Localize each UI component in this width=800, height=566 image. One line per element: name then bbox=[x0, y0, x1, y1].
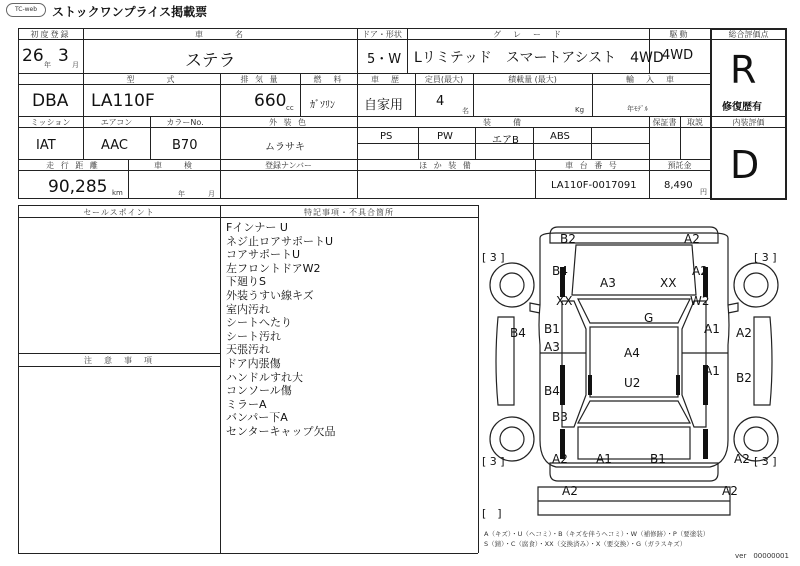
label-color-no: カラーNo. bbox=[166, 118, 204, 127]
price-unit: 円 bbox=[700, 188, 707, 196]
note-item: バンパー下A bbox=[226, 411, 288, 425]
car-outline bbox=[490, 227, 778, 515]
model-year-unit: 年ﾓﾃﾞﾙ bbox=[627, 105, 648, 113]
page-title: ストックワンプライス掲載票 bbox=[52, 5, 208, 19]
equipment-1: PS bbox=[380, 131, 393, 142]
damage-mark: A3 bbox=[544, 340, 560, 354]
interior-rating-value: D bbox=[730, 143, 760, 187]
note-item: 室内汚れ bbox=[226, 302, 270, 316]
model-value: LA110F bbox=[91, 91, 155, 111]
fuel-value: ｶﾞｿﾘﾝ bbox=[310, 100, 335, 111]
mileage-unit: km bbox=[112, 189, 123, 197]
door-shape-value: 5・W bbox=[367, 52, 402, 67]
chassis-no-value: LA110F-0017091 bbox=[551, 180, 637, 191]
version-label: ver 00000001 bbox=[735, 552, 789, 560]
displacement-unit: cc bbox=[286, 104, 294, 112]
equipment-4: ABS bbox=[550, 131, 570, 142]
note-item: 天張汚れ bbox=[226, 343, 270, 357]
label-overall-rating: 総合評価点 bbox=[728, 30, 769, 39]
label-model: 型 式 bbox=[126, 75, 177, 84]
equipment-3: エアB bbox=[492, 135, 519, 146]
damage-mark: A2 bbox=[684, 232, 700, 246]
reg-year-value: 26 bbox=[22, 46, 44, 66]
label-warranty: 保証書 bbox=[652, 118, 677, 127]
diagram-bars bbox=[560, 267, 708, 459]
damage-mark: A1 bbox=[596, 452, 612, 466]
legend-line-1: A（キズ）・U（ヘコミ）・B（キズを伴うヘコミ）・W（補修跡）・P（要塗装） bbox=[484, 530, 710, 538]
load-unit: Kg bbox=[575, 106, 585, 114]
label-car-name: 車 名 bbox=[195, 30, 245, 39]
note-item: ドア内張傷 bbox=[226, 356, 281, 370]
model-prefix-value: DBA bbox=[32, 91, 69, 111]
damage-mark: B2 bbox=[736, 371, 752, 385]
label-chassis-no: 車 台 番 号 bbox=[565, 161, 619, 170]
damage-mark: A1 bbox=[704, 322, 720, 336]
note-item: センターキャップ欠品 bbox=[226, 424, 336, 438]
special-notes-list bbox=[226, 221, 336, 439]
capacity-value: 4 bbox=[436, 94, 445, 109]
damage-mark: A2 bbox=[736, 326, 752, 340]
overall-rating-sub: 修復歴有 bbox=[722, 102, 762, 113]
label-equipment: 装 備 bbox=[483, 118, 523, 127]
bracket-label: [ 3 ] bbox=[482, 251, 505, 264]
car-damage-diagram bbox=[478, 205, 788, 525]
damage-marks bbox=[510, 232, 752, 498]
damage-mark: W2 bbox=[690, 294, 710, 308]
reg-month-unit: 月 bbox=[72, 61, 79, 69]
label-usage: 車 歴 bbox=[371, 75, 401, 84]
label-import: 輸 入 車 bbox=[626, 75, 676, 84]
label-drive: 駆動 bbox=[669, 30, 690, 39]
label-fuel: 燃 料 bbox=[313, 75, 344, 84]
damage-mark: B4 bbox=[510, 326, 526, 340]
bracket-label: [ ] bbox=[482, 507, 502, 520]
damage-mark: A2 bbox=[722, 484, 738, 498]
label-caution: 注 意 事 項 bbox=[84, 356, 154, 365]
note-item: Fインナー U bbox=[226, 221, 288, 234]
label-door-shape: ドア・形状 bbox=[362, 30, 402, 39]
damage-mark: B4 bbox=[544, 384, 560, 398]
inspection-month-unit: 月 bbox=[208, 190, 215, 198]
label-sales-point: セールスポイント bbox=[83, 208, 155, 217]
note-item: ミラーA bbox=[226, 397, 267, 411]
bracket-label: [ 3 ] bbox=[482, 455, 505, 468]
note-item: シート汚れ bbox=[226, 329, 281, 343]
mileage-value: 90,285 bbox=[48, 177, 108, 197]
damage-mark: A2 bbox=[734, 452, 750, 466]
mission-value: IAT bbox=[36, 138, 56, 153]
bracket-label: [ 3 ] bbox=[754, 251, 777, 264]
label-price: 預託金 bbox=[667, 161, 692, 170]
note-item: 下廻りS bbox=[226, 275, 266, 289]
car-name-value: ステラ bbox=[185, 51, 236, 71]
label-interior-rating: 内装評価 bbox=[732, 118, 765, 127]
note-item: コンソール傷 bbox=[226, 384, 292, 398]
damage-mark: B1 bbox=[544, 322, 560, 336]
note-item: ハンドルすれ大 bbox=[226, 370, 303, 384]
damage-mark: B4 bbox=[552, 264, 568, 278]
label-first-reg: 初度登録 bbox=[30, 30, 71, 39]
damage-mark: A2 bbox=[552, 452, 568, 466]
bracket-label: [ 3 ] bbox=[754, 455, 777, 468]
label-capacity: 定員(最大) bbox=[424, 75, 464, 84]
price-value: 8,490 bbox=[664, 180, 693, 191]
damage-mark: XX bbox=[556, 294, 573, 308]
equipment-2: PW bbox=[437, 131, 453, 142]
damage-mark: A1 bbox=[704, 364, 720, 378]
grade-value: Lリミテッド スマートアシスト 4WD bbox=[414, 50, 664, 66]
damage-mark: A2 bbox=[692, 264, 708, 278]
color-no-value: B70 bbox=[172, 138, 198, 153]
label-special-notes: 特記事項・不具合箇所 bbox=[304, 208, 394, 217]
label-mileage: 走 行 距 離 bbox=[46, 161, 100, 170]
label-aircon: エアコン bbox=[100, 118, 133, 127]
note-item: ネジ止ロアサポートU bbox=[226, 234, 334, 248]
legend-line-2: S（錆）・C（腐食）・XX（交換済み）・X（要交換）・G（ガラスキズ） bbox=[484, 540, 687, 548]
label-ext-color: 外 装 色 bbox=[268, 118, 309, 127]
logo: TC-web bbox=[6, 3, 46, 17]
damage-mark: B2 bbox=[560, 232, 576, 246]
usage-value: 自家用 bbox=[364, 98, 404, 113]
label-inspection: 車 検 bbox=[154, 161, 194, 170]
note-item: 左フロントドアW2 bbox=[226, 261, 321, 275]
capacity-unit: 名 bbox=[462, 107, 469, 115]
note-item: 外装うすい線キズ bbox=[226, 288, 314, 302]
reg-year-unit: 年 bbox=[44, 61, 51, 69]
label-other-equipment: ほ か 装 備 bbox=[419, 161, 473, 170]
damage-mark: G bbox=[644, 311, 654, 325]
reg-month-value: 3 bbox=[58, 46, 69, 66]
damage-mark: U2 bbox=[624, 376, 641, 390]
label-load: 積載量 (最大) bbox=[508, 75, 557, 84]
damage-mark: A3 bbox=[600, 276, 616, 290]
label-manual: 取説 bbox=[687, 118, 703, 127]
damage-mark: A2 bbox=[562, 484, 578, 498]
damage-mark: B3 bbox=[552, 410, 568, 424]
damage-mark: B1 bbox=[650, 452, 666, 466]
overall-rating-value: R bbox=[730, 48, 757, 92]
label-displacement: 排 気 量 bbox=[240, 75, 280, 84]
ext-color-value: ムラサキ bbox=[265, 142, 305, 153]
displacement-value: 660 bbox=[254, 91, 287, 111]
label-reg-number: 登録ナンバー bbox=[264, 161, 313, 170]
aircon-value: AAC bbox=[101, 138, 128, 153]
damage-mark: A4 bbox=[624, 346, 640, 360]
label-grade: グ レ ー ド bbox=[493, 30, 563, 39]
label-mission: ミッション bbox=[30, 118, 71, 127]
drive-value: 4WD bbox=[662, 48, 694, 63]
inspection-year-unit: 年 bbox=[178, 190, 185, 198]
damage-mark: XX bbox=[660, 276, 677, 290]
note-item: シートへたり bbox=[226, 316, 292, 330]
note-item: コアサポートU bbox=[226, 248, 301, 262]
